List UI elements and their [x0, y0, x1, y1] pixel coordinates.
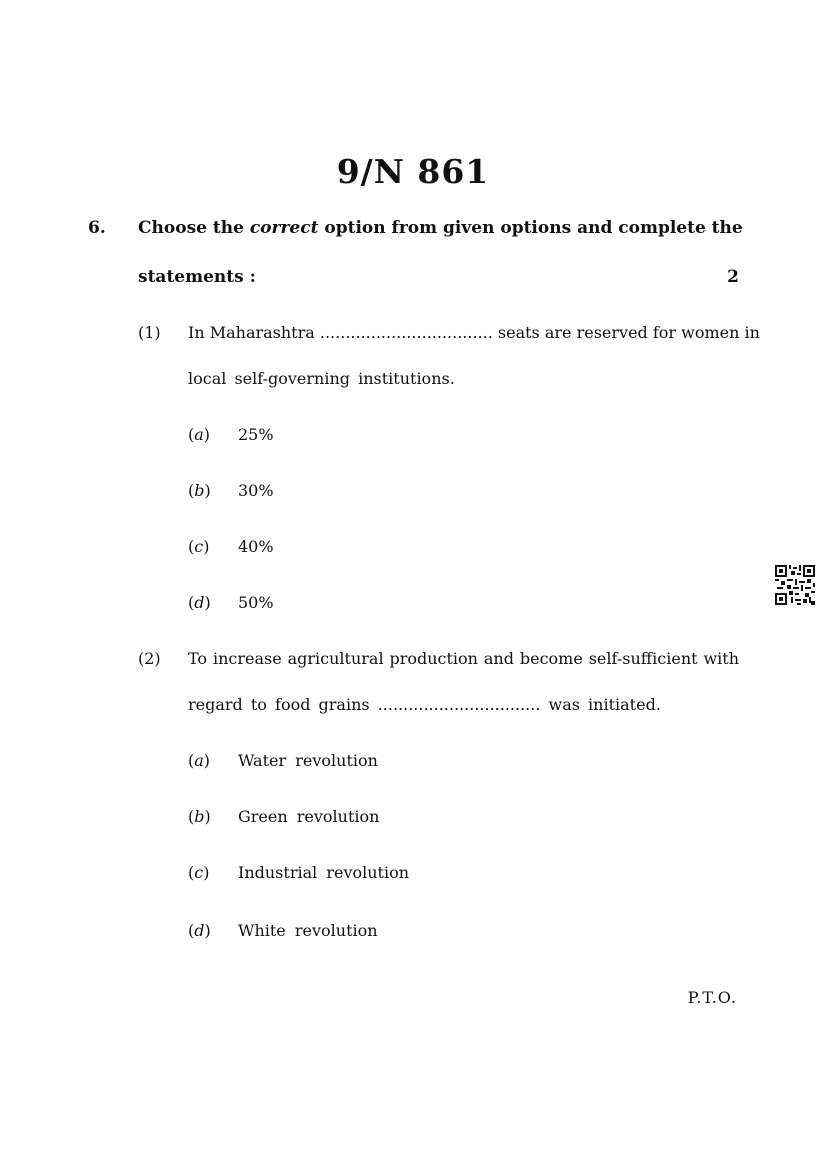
subquestion-line1: To increase agricultural production and become self-sufficient with — [188, 649, 739, 668]
stem-emphasis: correct — [249, 218, 319, 238]
option-text: 50% — [238, 593, 274, 612]
qr-code-icon — [775, 565, 815, 605]
subquestion-line1: In Maharashtra .................................. seats are reserved for women in — [188, 323, 760, 342]
option-letter: (c) — [188, 863, 210, 882]
option-text: Green revolution — [238, 807, 380, 826]
option-text: 25% — [238, 425, 274, 444]
option-letter: (b) — [188, 481, 211, 500]
question-stem-line2: statements : — [138, 267, 256, 287]
option-letter: (b) — [188, 807, 211, 826]
subquestion-line2: local self-governing institutions. — [188, 369, 455, 388]
question-stem-line1 — [138, 218, 743, 238]
subquestion-line2: regard to food grains ................................ was initiated. — [188, 695, 661, 714]
option-text: Water revolution — [238, 751, 378, 770]
option-text: White revolution — [238, 921, 378, 940]
option-letter: (c) — [188, 537, 210, 556]
paper-code: 9/N 861 — [336, 152, 490, 191]
question-marks: 2 — [727, 267, 739, 287]
option-letter: (d) — [188, 921, 211, 940]
option-letter: (d) — [188, 593, 211, 612]
subquestion-number: (2) — [138, 649, 161, 668]
option-text: 40% — [238, 537, 274, 556]
pto-label: P.T.O. — [687, 988, 737, 1007]
stem-after: option from given options and complete the — [318, 218, 743, 238]
stem-before: Choose the — [138, 218, 250, 238]
subquestion-number: (1) — [138, 323, 161, 342]
option-letter: (a) — [188, 751, 211, 770]
option-letter: (a) — [188, 425, 211, 444]
option-text: 30% — [238, 481, 274, 500]
option-text: Industrial revolution — [238, 863, 410, 882]
question-number: 6. — [88, 218, 106, 238]
